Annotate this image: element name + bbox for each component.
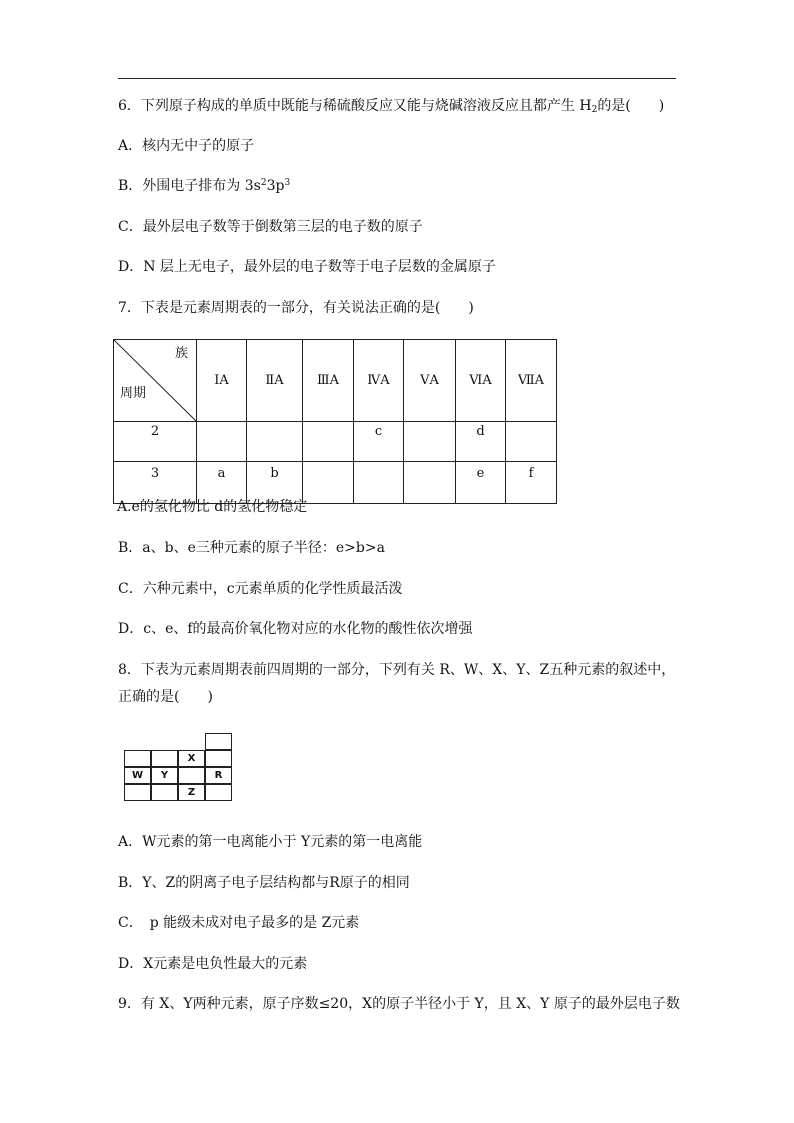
grid-cell (178, 767, 205, 784)
group-header: ⅤA (404, 340, 456, 422)
q6-option-a: A．核内无中子的原子 (118, 138, 255, 154)
table-cell: a (197, 462, 247, 504)
table-cell (404, 422, 456, 462)
q7-option-c: C．六种元素中，c元素单质的化学性质最活泼 (118, 581, 403, 597)
corner-period-label: 周期 (120, 386, 147, 401)
grid-cell (205, 784, 232, 801)
group-header: ⅦA (506, 340, 557, 422)
table-corner-cell (114, 340, 197, 422)
table-cell (404, 462, 456, 504)
table-cell: d (456, 422, 506, 462)
grid-cell-x: X (178, 750, 205, 767)
header-rule (118, 78, 676, 79)
table-cell (354, 462, 404, 504)
grid-cell-z: Z (178, 784, 205, 801)
q7-option-a: A.e的氢化物比 d的氢化物稳定 (117, 499, 308, 515)
q8-option-d: D．X元素是电负性最大的元素 (118, 956, 308, 972)
table-cell (247, 422, 303, 462)
q9-stem: 9．有 X、Y两种元素，原子序数≤20，X的原子半径小于 Y，且 X、Y 原子的最外层电子数 (118, 996, 680, 1012)
group-header: ⅥA (456, 340, 506, 422)
q8-stem-line1: 8．下表为元素周期表前四周期的一部分，下列有关 R、W、X、Y、Z五种元素的叙述中， (118, 662, 676, 678)
q6-option-b: B．外围电子排布为 $3s^23p^3$ (118, 178, 291, 194)
grid-cell (151, 784, 178, 801)
group-header: ⅣA (354, 340, 404, 422)
periodic-table-fragment (113, 339, 557, 504)
grid-cell (151, 750, 178, 767)
group-header: ⅢA (303, 340, 354, 422)
q8-stem-line2: 正确的是( ) (118, 689, 213, 705)
grid-cell (205, 750, 232, 767)
group-header: ⅠA (197, 340, 247, 422)
table-cell: f (506, 462, 557, 504)
q8-option-c: C． p 能级未成对电子最多的是 Z元素 (118, 915, 360, 931)
table-cell (303, 422, 354, 462)
q7-stem: 7．下表是元素周期表的一部分，有关说法正确的是( ) (118, 300, 474, 316)
grid-cell (205, 733, 232, 750)
table-cell (506, 422, 557, 462)
grid-cell (124, 784, 151, 801)
period-label: 2 (114, 422, 197, 462)
table-cell: b (247, 462, 303, 504)
q8-option-b: B．Y、Z的阴离子电子层结构都与R原子的相同 (118, 875, 410, 891)
table-cell (303, 462, 354, 504)
table-cell: e (456, 462, 506, 504)
grid-cell (124, 750, 151, 767)
q6-option-d: D．N 层上无电子，最外层的电子数等于电子层数的金属原子 (118, 259, 496, 275)
group-header: ⅡA (247, 340, 303, 422)
grid-cell-r: R (205, 767, 232, 784)
q7-option-b: B．a、b、e三种元素的原子半径：e>b>a (118, 540, 385, 556)
period-label: 3 (114, 462, 197, 504)
table-cell (197, 422, 247, 462)
q7-option-d: D．c、e、f的最高价氧化物对应的水化物的酸性依次增强 (118, 621, 473, 637)
q6-stem: 6．下列原子构成的单质中既能与稀硫酸反应又能与烧碱溶液反应且都产生 $H_2$的是( ) (118, 98, 665, 115)
table-cell: c (354, 422, 404, 462)
grid-cell-w: W (124, 767, 151, 784)
grid-cell-y: Y (151, 767, 178, 784)
corner-group-label: 族 (174, 346, 188, 361)
q8-option-a: A．W元素的第一电离能小于 Y元素的第一电离能 (118, 834, 423, 850)
q6-option-c: C．最外层电子数等于倒数第三层的电子数的原子 (118, 219, 423, 235)
table-row (114, 422, 557, 462)
